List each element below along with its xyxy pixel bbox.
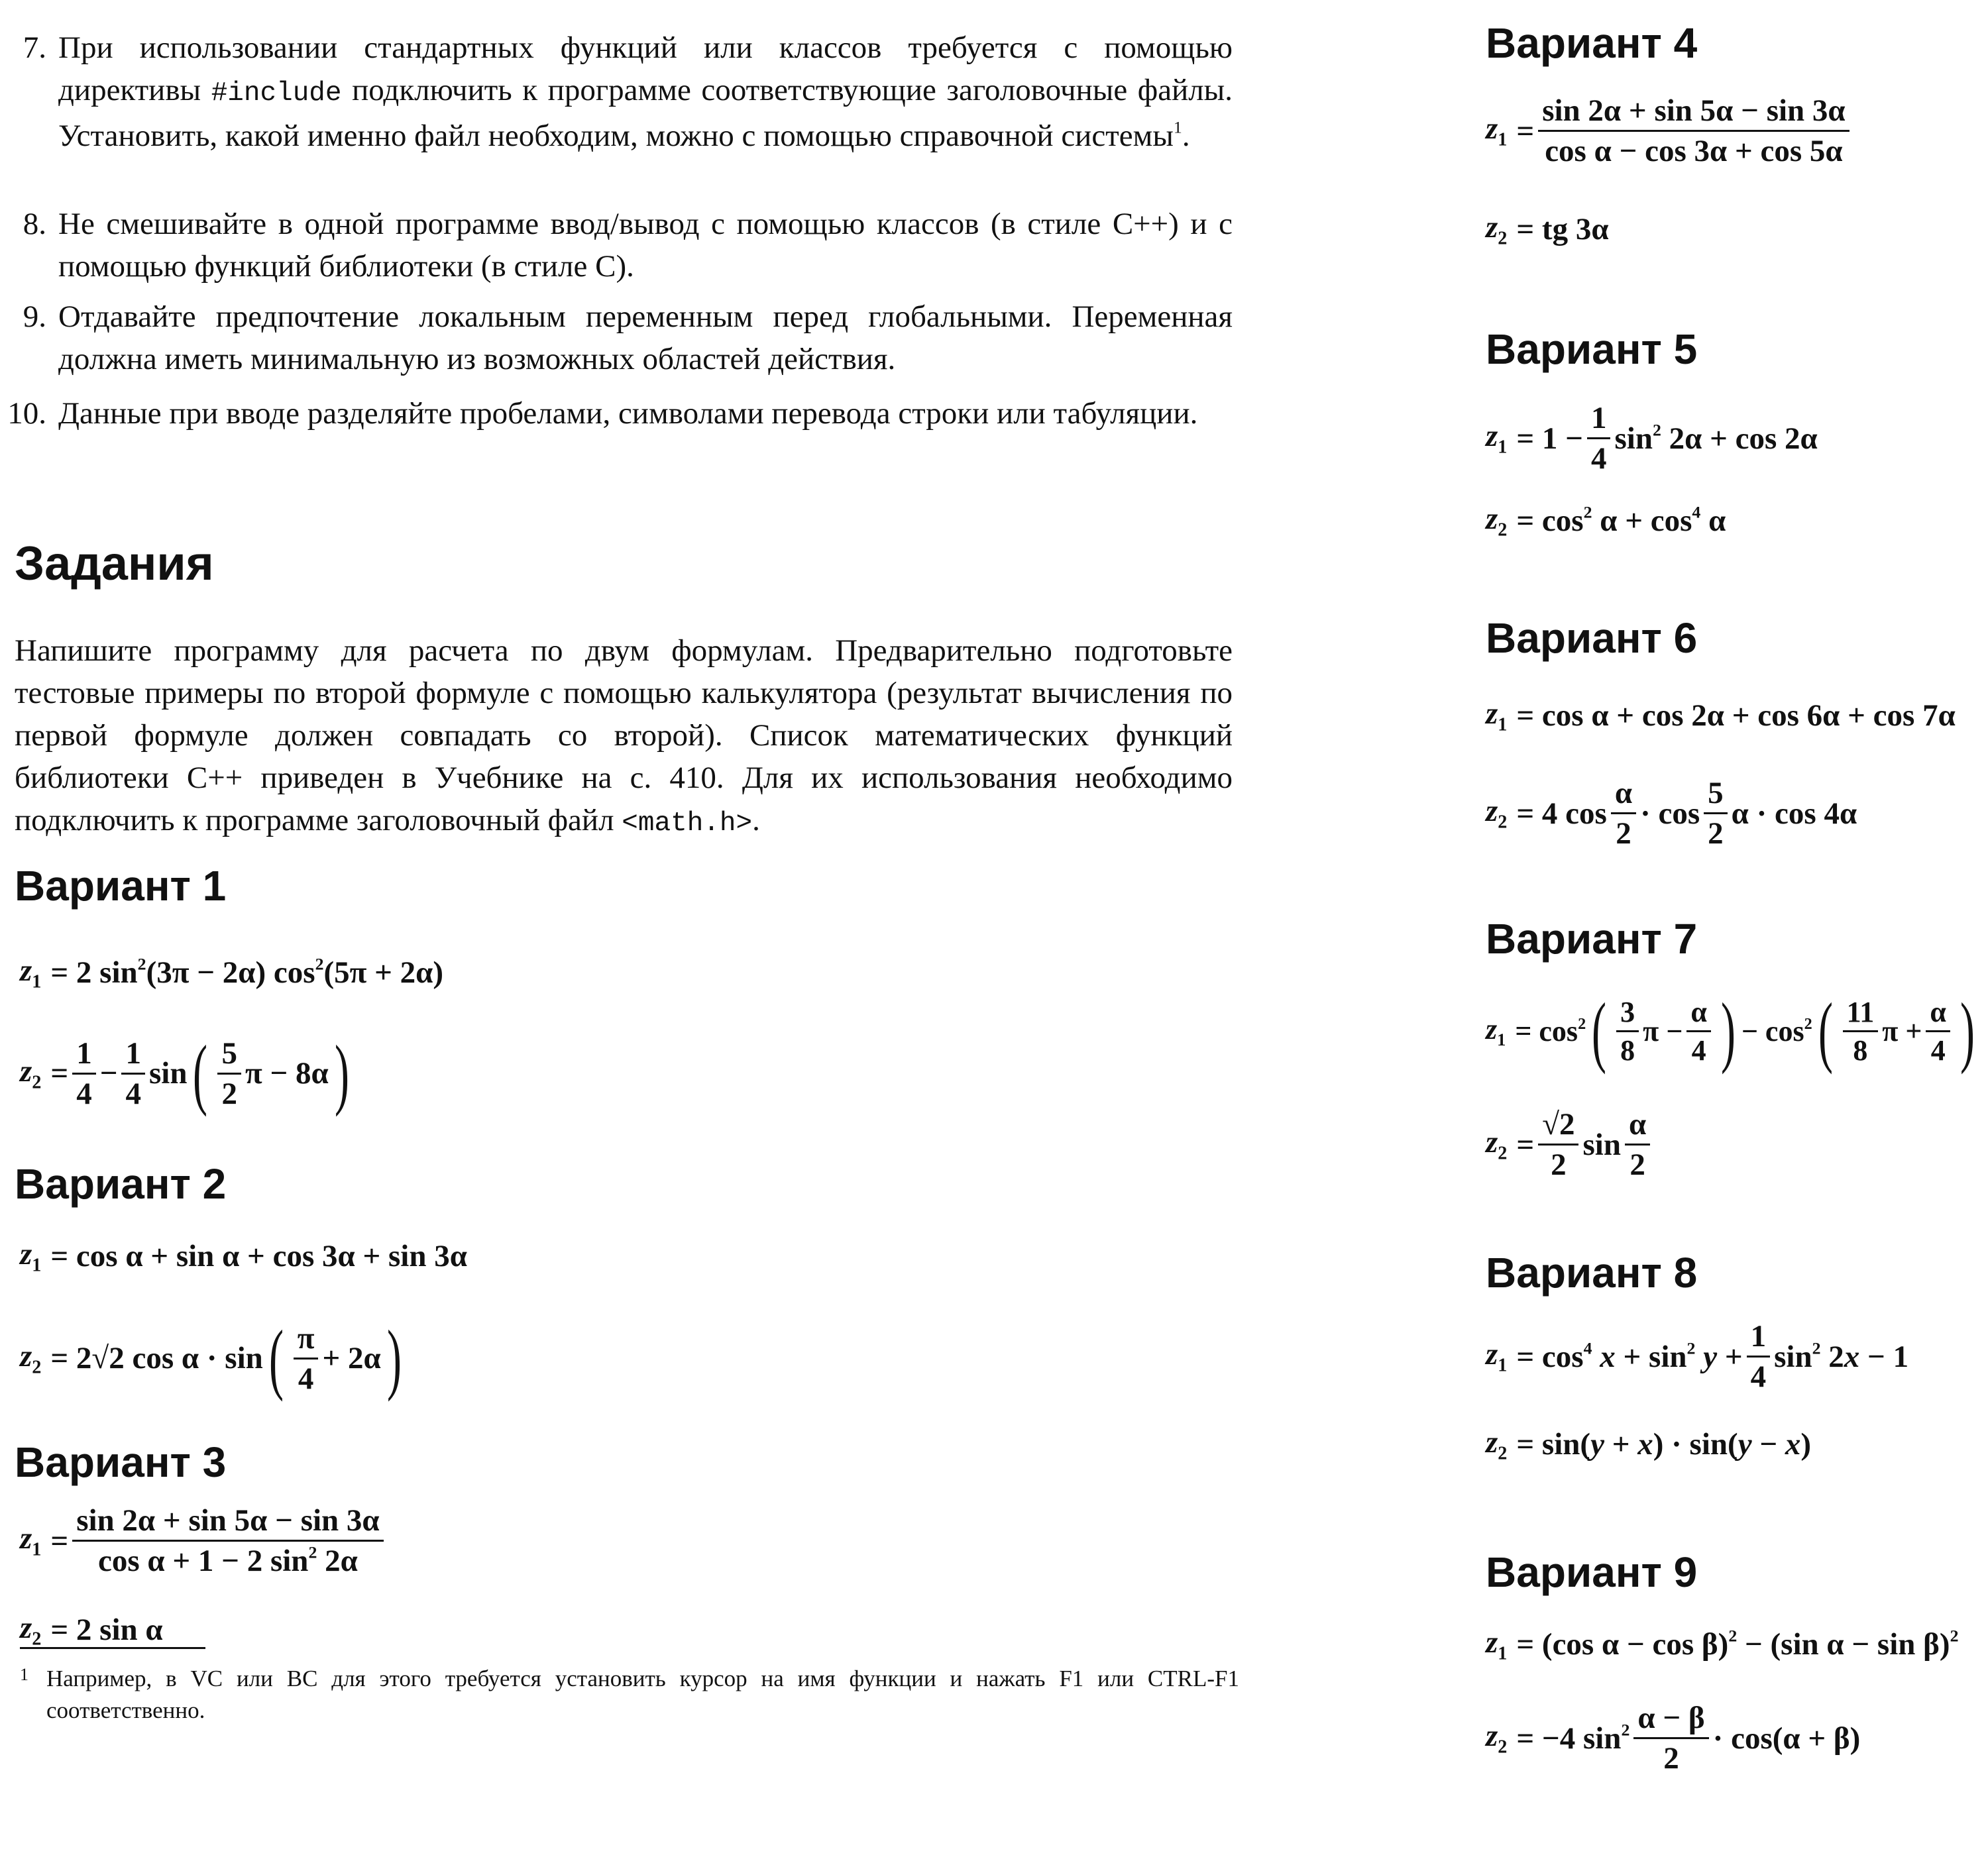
code-math-h: <math.h> <box>622 808 753 839</box>
variant-8-z2: $z_2$ = sin(y + x) · sin(y − x) <box>1486 1425 1812 1464</box>
rule-text: Данные при вводе разделяйте пробелами, символами перевода строки или табуляции. <box>58 396 1198 431</box>
code-include: #include <box>211 78 342 109</box>
variant-2-title: Вариант 2 <box>15 1160 227 1208</box>
section-title: Задания <box>15 537 214 590</box>
rule-text: Не смешивайте в одной программе ввод/вывод с помощью классов (в стиле C++) и с помощью функций библиотеки (в стиле С). <box>58 207 1233 284</box>
footnote-mark: 1 <box>20 1665 28 1684</box>
footnote-text: Например, в VC или BC для этого требуется установить курсор на имя функции и нажать F1 или CTRL-F1 соответственно. <box>46 1666 1239 1723</box>
variant-7-z1: $z_1$ = $\cos^2$ ( $\frac{3}{8}$ π − $\frac{\alpha}{4}$ ) − $\cos^2$ ( $\frac{11}{8}$ π + $\frac{\alpha}{4}$ ) <box>1486 987 1975 1075</box>
variant-1-title: Вариант 1 <box>15 862 227 910</box>
rule-number: 8. <box>23 207 46 241</box>
variant-4-z2: $z_2$ = tg 3α <box>1486 210 1609 249</box>
variant-7-z2: $z_2$ = $\frac{√2}{2}$ sin $\frac{\alpha}{2}$ <box>1486 1106 1654 1183</box>
rule-text: При использовании стандартных функций или классов требуется с помощью директивы #include подключить к программе соответствующие заголовочные файлы. Установить, какой именно файл необходим, можно с помощью справочной системы$^1$. <box>58 30 1233 153</box>
rule-text: Отдавайте предпочтение локальным переменным перед глобальными. Переменная должна иметь минимальную из возможных областей действия. <box>58 299 1233 376</box>
variant-1-z1: $z_1$ = 2 $\sin^2(3\pi - 2\alpha) \cos^2(5\pi + 2\alpha)$ <box>20 953 444 992</box>
variant-5-title: Вариант 5 <box>1486 325 1698 373</box>
variant-6-z2: $z_2$ = 4 cos $\frac{\alpha}{2}$ · cos $\frac{5}{2}$ α · cos 4α <box>1486 776 1857 851</box>
variant-4-title: Вариант 4 <box>1486 19 1698 67</box>
variant-9-z2: $z_2$ = −4 $\sin^2$ $\frac{\alpha - \beta}{2}$ · cos(α + β) <box>1486 1701 1861 1776</box>
variant-5-z1: $z_1$ = 1 − $\frac{1}{4}$ $\sin^2 2\alpha + \cos 2\alpha$ <box>1486 401 1818 476</box>
variant-9-z1: $z_1$ = (cos α − cos β)$^2$ − (sin α − sin β)$^2$ <box>1486 1625 1959 1664</box>
variant-3-z1: $z_1$ = $\frac{\sin 2\alpha + \sin 5\alpha - \sin 3\alpha}{\cos \alpha + 1 - 2 \sin^2 2\alpha}$ <box>20 1503 388 1579</box>
variant-3-z2: $z_2$ = 2 sin α <box>20 1611 163 1650</box>
rule-number: 9. <box>23 299 46 334</box>
variant-9-title: Вариант 9 <box>1486 1548 1698 1596</box>
right-column <box>1478 0 1988 1867</box>
rule-number: 7. <box>23 30 46 65</box>
variant-6-title: Вариант 6 <box>1486 614 1698 662</box>
variant-6-z1: $z_1$ = cos α + cos 2α + cos 6α + cos 7α <box>1486 696 1956 735</box>
rule-number: 10. <box>7 396 46 431</box>
variant-1-z2: $z_2$ = $\frac{1}{4}$ − $\frac{1}{4}$ sin ( $\frac{5}{2}$ π − 8α ) <box>20 1029 349 1117</box>
footnote-ref: 1 <box>1173 117 1182 137</box>
footnote-separator <box>20 1647 205 1649</box>
intro-paragraph: Напишите программу для расчета по двум формулам. Предварительно подготовьте тестовые примеры по второй формуле с помощью калькулятора (результат вычисления по первой формуле должен совпадать со второй). Список математических функций библиотеки C++ приведен в Учебнике на с. 410. Для их использования необходимо подключить к программе заголовочный файл <math.h>. <box>15 633 1233 839</box>
variant-2-z2: $z_2$ = 2√2 cos α · sin ( $\frac{\pi}{4}$ + 2α ) <box>20 1314 402 1402</box>
variant-4-z1: $z_1$ = $\frac{\sin 2\alpha + \sin 5\alpha - \sin 3\alpha}{\text{cos α − cos 3α + cos 5α}}$ <box>1486 93 1853 169</box>
variant-8-title: Вариант 8 <box>1486 1249 1698 1297</box>
variant-7-title: Вариант 7 <box>1486 915 1698 963</box>
variant-3-title: Вариант 3 <box>15 1438 227 1486</box>
variant-2-z1: $z_1$ = cos α + sin α + cos 3α + sin 3α <box>20 1237 467 1276</box>
variant-8-z1: $z_1$ = $\cos^4 x + \sin^2 y$ + $\frac{1}{4}$ $\sin^2 2x - 1$ <box>1486 1319 1909 1394</box>
variant-5-z2: $z_2$ = $\cos^2 \alpha + \cos^4 \alpha$ <box>1486 502 1726 541</box>
